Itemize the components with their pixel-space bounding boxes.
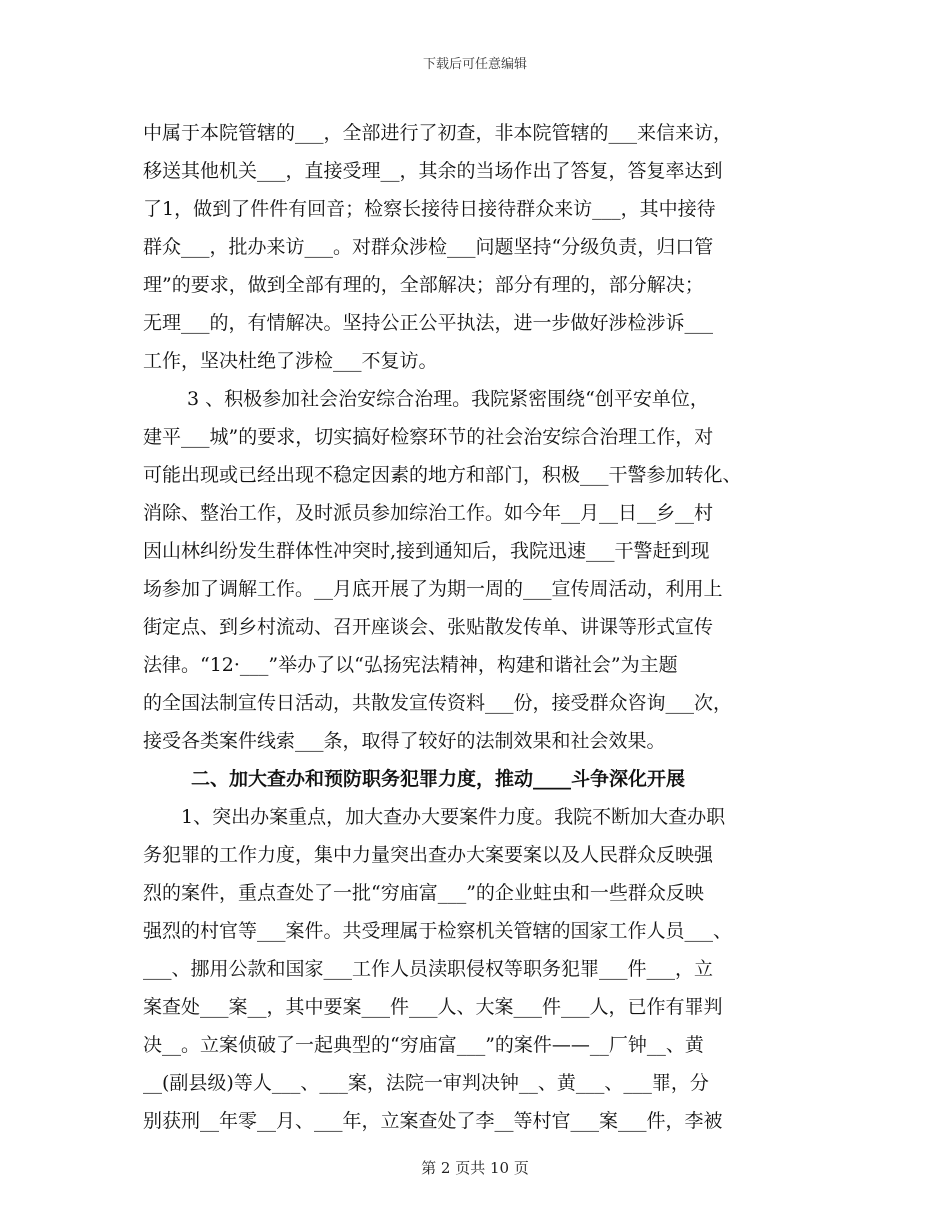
text-line: 务犯罪的工作力度，集中力量突出查办大案要案以及人民群众反映强 (143, 844, 714, 866)
text-line: 中属于本院管辖的___，全部进行了初查，非本院管辖的___来信来访， (143, 122, 733, 144)
paragraph-start-line: 1、突出办案重点，加大查办大要案件力度。我院不断加大查办职 (181, 806, 726, 828)
document-body (143, 114, 813, 1140)
paragraph-start-line: 3 、积极参加社会治安综合治理。我院紧密围绕“创平安单位， (187, 388, 709, 410)
text-line: 移送其他机关___，直接受理__，其余的当场作出了答复，答复率达到 (143, 160, 723, 182)
text-line: 无理___的，有情解决。坚持公正公平执法，进一步做好涉检涉诉___ (143, 312, 714, 334)
text-line: 理”的要求，做到全部有理的，全部解决；部分有理的，部分解决； (143, 274, 704, 296)
text-line: 强烈的村官等___案件。共受理属于检察机关管辖的国家工作人员___、 (143, 920, 733, 942)
text-line: 案查处___案__，其中要案___件___人、大案___件___人，已作有罪判 (143, 996, 723, 1018)
page-header: 下载后可任意编辑 (422, 57, 527, 72)
text-line: 街定点、到乡村流动、召开座谈会、张贴散发传单、讲课等形式宣传 (143, 616, 714, 638)
text-line: 别获刑__年零__月、___年，立案查处了李__等村官___案___件，李被 (143, 1110, 723, 1132)
text-line: 场参加了调解工作。__月底开展了为期一周的___宣传周活动，利用上 (143, 578, 723, 600)
text-line: 接受各类案件线索___条，取得了较好的法制效果和社会效果。 (143, 730, 666, 752)
text-line: 工作，坚决杜绝了涉检___不复访。 (143, 350, 438, 372)
text-line: __(副县级)等人___、___案，法院一审判决钟__、黄___、___罪，分 (143, 1072, 709, 1094)
text-line: 因山林纠纷发生群体性冲突时,接到通知后，我院迅速___干警赶到现 (143, 540, 710, 562)
text-line: ___、挪用公款和国家___工作人员渎职侵权等职务犯罪___件___，立 (143, 958, 714, 980)
text-line: 烈的案件，重点查处了一批“穷庙富___”的企业蛀虫和一些群众反映 (143, 882, 704, 904)
text-line: 决__。立案侦破了一起典型的“穷庙富___”的案件——__厂钟__、黄 (143, 1034, 704, 1056)
text-line: 消除、整治工作，及时派员参加综治工作。如今年__月__日__乡__村 (143, 502, 714, 524)
text-line: 法律。“12·___”举办了以“弘扬宪法精神，构建和谐社会”为主题 (143, 654, 678, 676)
page-number-footer: 第 2 页共 10 页 (421, 1159, 529, 1177)
text-line: 可能出现或已经出现不稳定因素的地方和部门，积极___干警参加转化、 (143, 464, 742, 486)
text-line: 了1，做到了件件有回音；检察长接待日接待群众来访___，其中接待 (143, 198, 716, 220)
text-line: 建平___城”的要求，切实搞好检察环节的社会治安综合治理工作，对 (143, 426, 714, 448)
section-heading: 二、加大查办和预防职务犯罪力度，推动____斗争深化开展 (191, 768, 686, 790)
text-line: 群众___，批办来访___。对群众涉检___问题坚持“分级负责，归口管 (143, 236, 714, 258)
text-line: 的全国法制宣传日活动，共散发宣传资料___份，接受群众咨询___次， (143, 692, 733, 714)
